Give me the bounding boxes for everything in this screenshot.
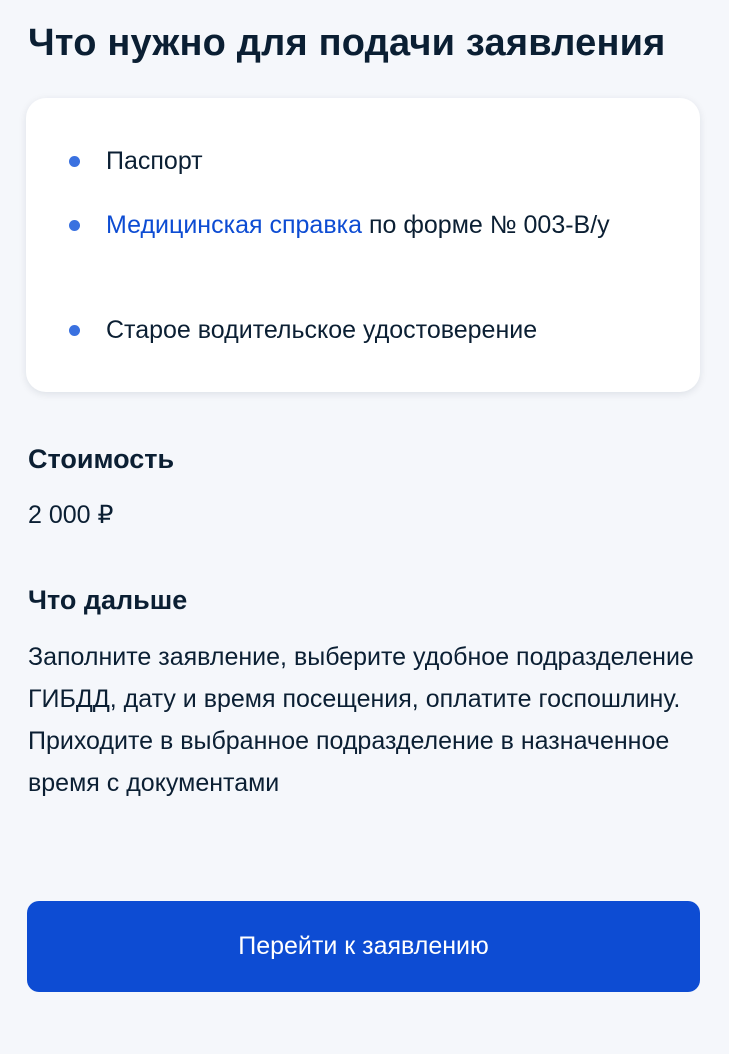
required-documents-card [26, 98, 700, 392]
document-item-label: Паспорт [106, 147, 203, 175]
bullet-icon [69, 325, 80, 336]
document-item-passport [106, 140, 651, 182]
bullet-icon [69, 220, 80, 231]
document-item-label: по форме № 003-В/у [362, 211, 610, 239]
go-to-application-button[interactable]: Перейти к заявлению [27, 901, 700, 992]
medical-certificate-link[interactable]: Медицинская справка [106, 211, 362, 239]
page-title: Что нужно для подачи заявления [28, 22, 666, 64]
next-steps-text: Заполните заявление, выберите удобное подразделение ГИБДД, дату и время посещения, оплатите госпошлину. Приходите в выбранное подразделение в назначенное время с документами [28, 643, 694, 797]
next-steps-heading: Что дальше [28, 585, 188, 615]
document-item-medical-certificate [106, 204, 651, 246]
cost-value: 2 000 ₽ [28, 501, 114, 529]
document-item-label: Старое водительское удостоверение [106, 316, 538, 344]
bullet-icon [69, 156, 80, 167]
document-item-old-license [106, 309, 651, 351]
cost-heading: Стоимость [28, 444, 175, 474]
